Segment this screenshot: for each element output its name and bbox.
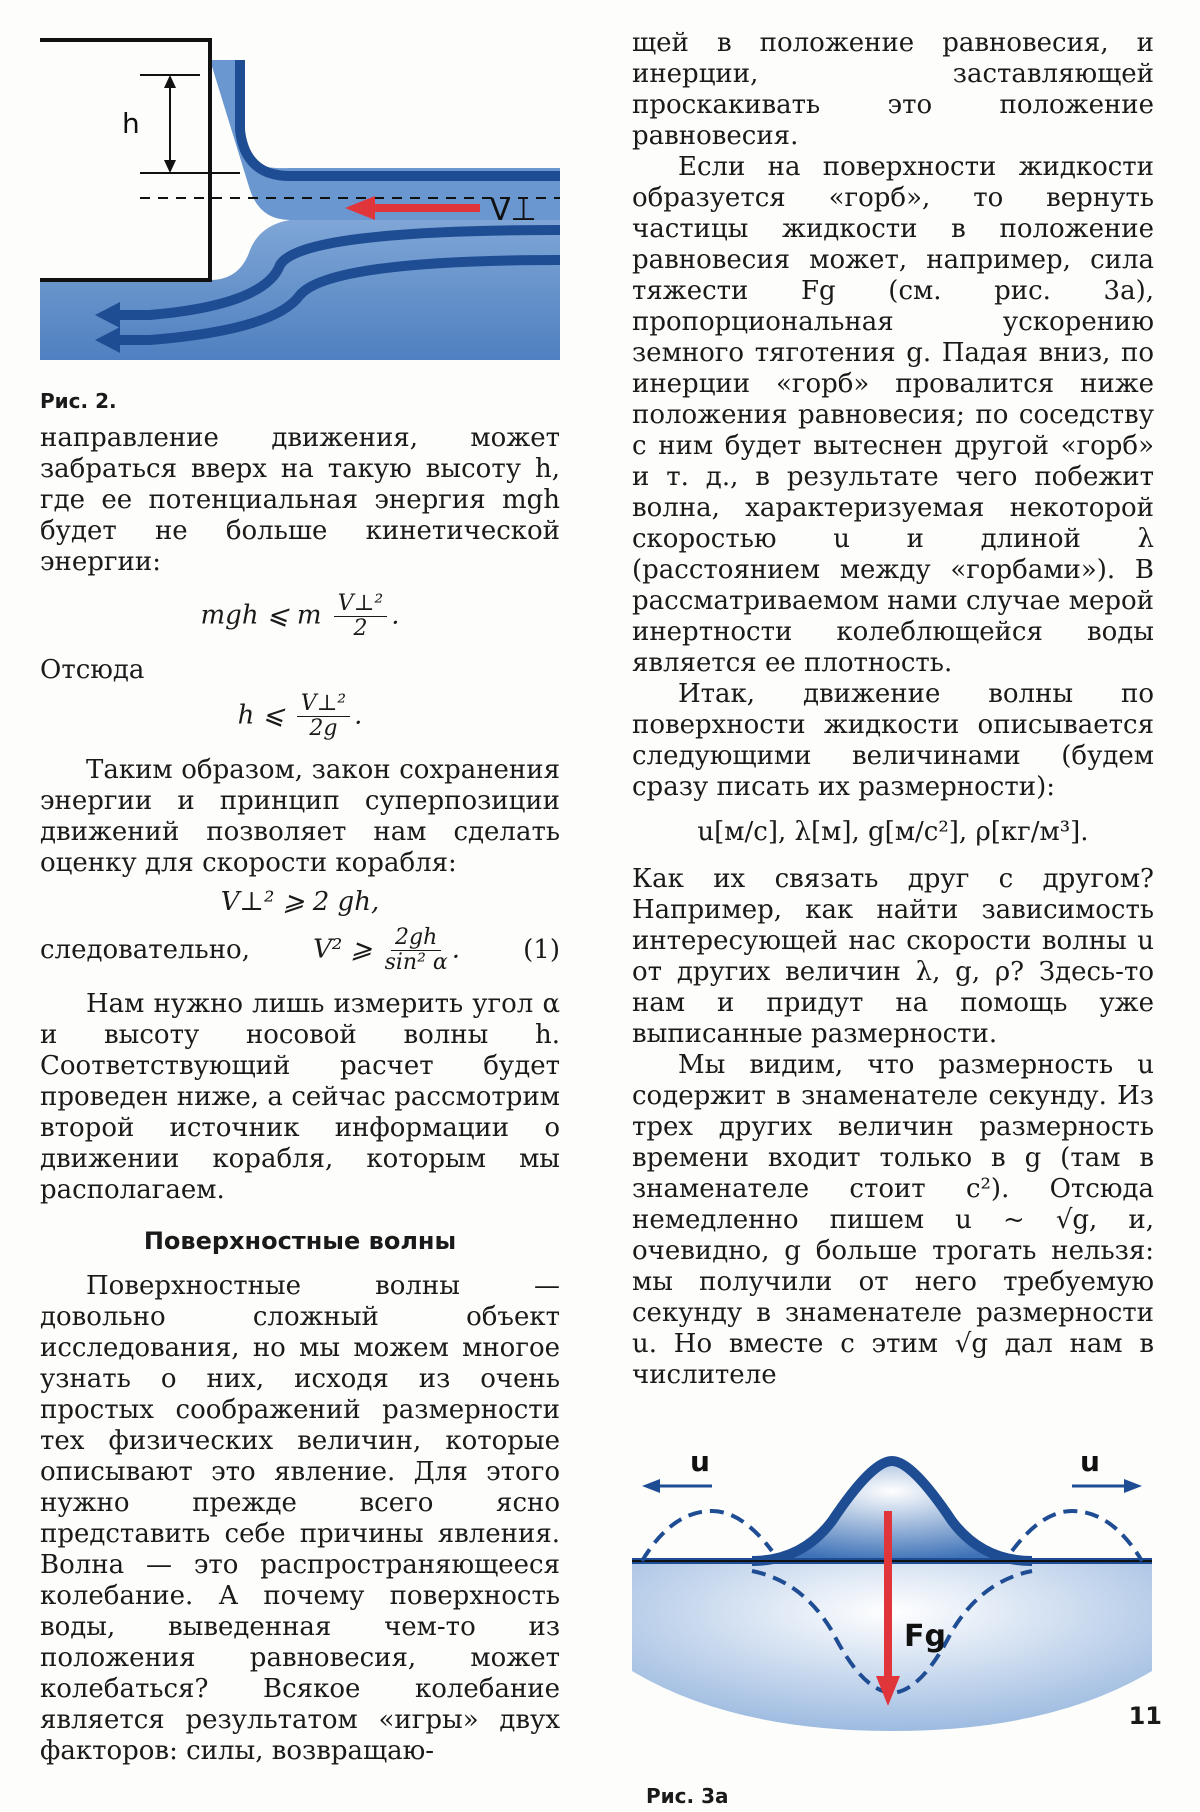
figure-2-label-v: V⊥ <box>490 193 537 228</box>
equation-4-fraction <box>385 926 448 975</box>
left-paragraph-3: Нам нужно лишь измерить угол α и высоту носовой волны h. Соответствующий расчет будет проведен ниже, а сейчас рассмотрим второй источник информации о движении корабля, которым мы располагаем. <box>40 989 560 1205</box>
left-paragraph-2: Таким образом, закон сохранения энергии и принцип суперпозиции движений позволяет нам сделать оценку для скорости корабля: <box>40 755 560 878</box>
equation-4-prefix: следовательно, <box>40 935 250 965</box>
equation-4 <box>313 926 460 975</box>
equation-2-fraction <box>297 692 350 741</box>
equation-1-fraction <box>334 592 387 641</box>
equation-1 <box>40 592 560 641</box>
figure-2 <box>40 30 560 390</box>
equation-4-row <box>40 926 560 975</box>
left-paragraph-4: Поверхностные волны — довольно сложный объект исследования, но мы можем многое узнать о них, исходя из очень простых соображений размерности тех физических величин, которые описывают это явление. Для этого нужно прежде всего ясно представить себе причины явления. Волна — это распространяющееся колебание. А почему поверхность воды, выведенная чем-то из положения равновесия, может колебаться? Всякое колебание является результатом «игры» двух факторов: силы, возвращаю- <box>40 1271 560 1766</box>
figure-2-label-h: h <box>122 107 140 140</box>
otsyuda: Отсюда <box>40 655 145 685</box>
figure-3a-label-u-left: u <box>690 1445 710 1478</box>
section-heading: Поверхностные волны <box>143 1227 457 1255</box>
equation-4-numerator: 2gh <box>391 926 441 951</box>
equation-2-tail: . <box>354 700 363 731</box>
equation-2 <box>40 692 560 741</box>
right-paragraph-4: Как их связать друг с другом? Например, как найти зависимость интересующей нас скорости волны u от других величин λ, g, ρ? Здесь-то нам и придут на помощь уже выписанные размерности. <box>632 864 1154 1049</box>
figure-3a-label-u-right: u <box>1080 1445 1100 1478</box>
left-column <box>40 0 560 1767</box>
equation-1-denominator: 2 <box>353 616 368 641</box>
dimensions-formula: u[м/с], λ[м], g[м/с²], ρ[кг/м³]. <box>697 817 1089 847</box>
equation-4-denominator: sin² α <box>384 950 448 975</box>
right-paragraph-2: Если на поверхности жидкости образуется «горб», то вернуть частицы жидкости в положение равновесия может, например, сила тяжести Fg (см. рис. 3а), пропорциональная ускорению земного тяготения g. Падая вниз, по инерции «горб» провалится ниже положения равновесия; по соседству с ним будет вытеснен другой «горб» и т. д., в результате чего побежит волна, характеризуемая некоторой скоростью u и длиной λ (расстоянием между «горбами»). В рассматриваемом нами случае мерой инертности колеблющейся воды является ее плотность. <box>632 152 1154 678</box>
right-paragraph-1: щей в положение равновесия, и инерции, заставляющей проскакивать это положение равновесия. <box>632 28 1154 151</box>
figure-3a-label-f: Fg <box>904 1619 946 1654</box>
equation-4-lhs: V² ⩾ <box>313 934 373 965</box>
left-paragraph-1: направление движения, может забраться вверх на такую высоту h, где ее потенциальная энергия mgh будет не больше кинетической энергии: <box>40 423 560 577</box>
equation-4-tail: . <box>451 934 461 965</box>
right-paragraph-5: Мы видим, что размерность u содержит в знаменателе секунду. Из трех других величин размерность времени входит только в g (там в знаменателе стоит с²). Отсюда немедленно пишем u ~ √g, и, очевидно, g больше трогать нельзя: мы получили от него требуемую секунду в знаменателе размерности u. Но вместе с этим √g дал нам в числителе <box>632 1050 1154 1390</box>
equation-4-number: (1) <box>523 935 560 965</box>
equation-2-lhs: h ⩽ <box>237 700 285 731</box>
right-paragraph-3: Итак, движение волны по поверхности жидкости описывается следующими величинами (будем сразу писать их размерности): <box>632 679 1154 802</box>
equation-1-numerator: V⊥² <box>334 592 387 617</box>
equation-1-tail: . <box>391 600 400 631</box>
page-number: 11 <box>1128 1702 1162 1730</box>
equation-2-numerator: V⊥² <box>297 692 350 717</box>
equation-3: V⊥² ⩾ 2 gh, <box>220 887 380 917</box>
figure-2-caption: Рис. 2. <box>40 389 117 413</box>
figure-3a <box>632 1431 1154 1761</box>
equation-2-denominator: 2g <box>309 716 338 741</box>
figure-3a-caption: Рис. 3а <box>646 1784 729 1808</box>
equation-1-lhs: mgh ⩽ m <box>200 600 322 631</box>
right-column <box>632 28 1154 1812</box>
